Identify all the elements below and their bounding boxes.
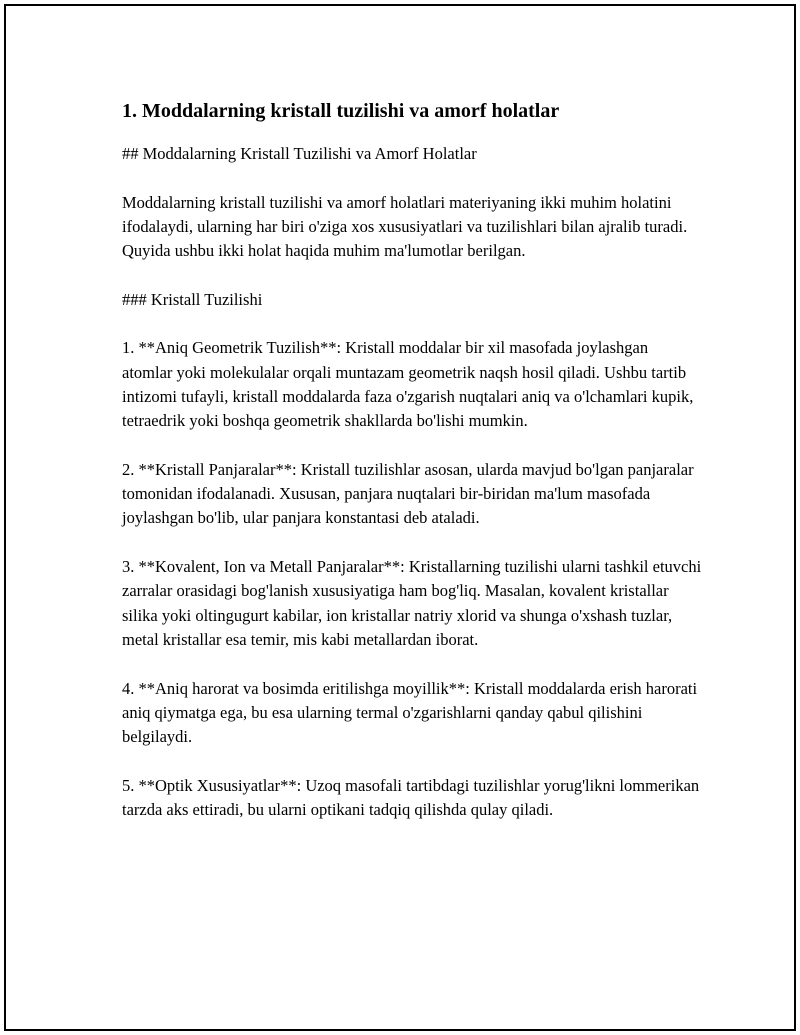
list-item-2: 2. **Kristall Panjaralar**: Kristall tuzilishlar asosan, ularda mavjud bo'lgan panjaralar tomonidan ifodalanadi. Xususan, panjara nuqtalari bir-biridan ma'lum masofada joylashgan bo'lib, ular panjara konstantasi deb ataladi. xyxy=(122,459,694,528)
page-frame xyxy=(4,4,796,1031)
list-item-3: 3. **Kovalent, Ion va Metall Panjaralar**: Kristallarning tuzilishi ularni tashkil etuvchi zarralar orasidagi bog'lanish xususiyatiga ham bog'liq. Masalan, kovalent kristallar silika yoki oltingugurt kabilar, ion kristallar natriy xlorid va shunga o'xshash tuzlar, metal kristallar esa temir, mis kabi metallardan iborat. xyxy=(122,557,702,649)
intro-paragraph: Moddalarning kristall tuzilishi va amorf holatlari materiyaning ikki muhim holatini ifodalaydi, ularning har biri o'ziga xos xususiyatlari va tuzilishlari bilan ajralib turadi. Quyida ushbu ikki holat haqida muhim ma'lumotlar berilgan. xyxy=(122,192,688,261)
list-item-5: 5. **Optik Xususiyatlar**: Uzoq masofali tartibdagi tuzilishlar yorug'likni lommerikan tarzda aks ettiradi, bu ularni optikani tadqiq qilishda qulay qiladi. xyxy=(122,775,700,820)
section-heading: ### Kristall Tuzilishi xyxy=(122,289,263,309)
document-subtitle: ## Moddalarning Kristall Tuzilishi va Amorf Holatlar xyxy=(122,144,477,163)
document-body xyxy=(122,96,702,822)
list-item-4: 4. **Aniq harorat va bosimda eritilishga moyillik**: Kristall moddalarda erish harorati aniq qiymatga ega, bu esa ularning termal o'zgarishlarni qanday qabul qilishini belgilaydi. xyxy=(122,678,698,747)
list-item-1: 1. **Aniq Geometrik Tuzilish**: Kristall moddalar bir xil masofada joylashgan atomlar yoki molekulalar orqali muntazam geometrik naqsh hosil qiladi. Ushbu tartib intizomi tufayli, kristall moddalarda faza o'zgarish nuqtalari aniq va o'lchamlari kupik, tetraedrik yoki boshqa geometrik shakllarda bo'lishi mumkin. xyxy=(122,338,694,431)
document-title: 1. Moddalarning kristall tuzilishi va amorf holatlar xyxy=(122,100,560,122)
